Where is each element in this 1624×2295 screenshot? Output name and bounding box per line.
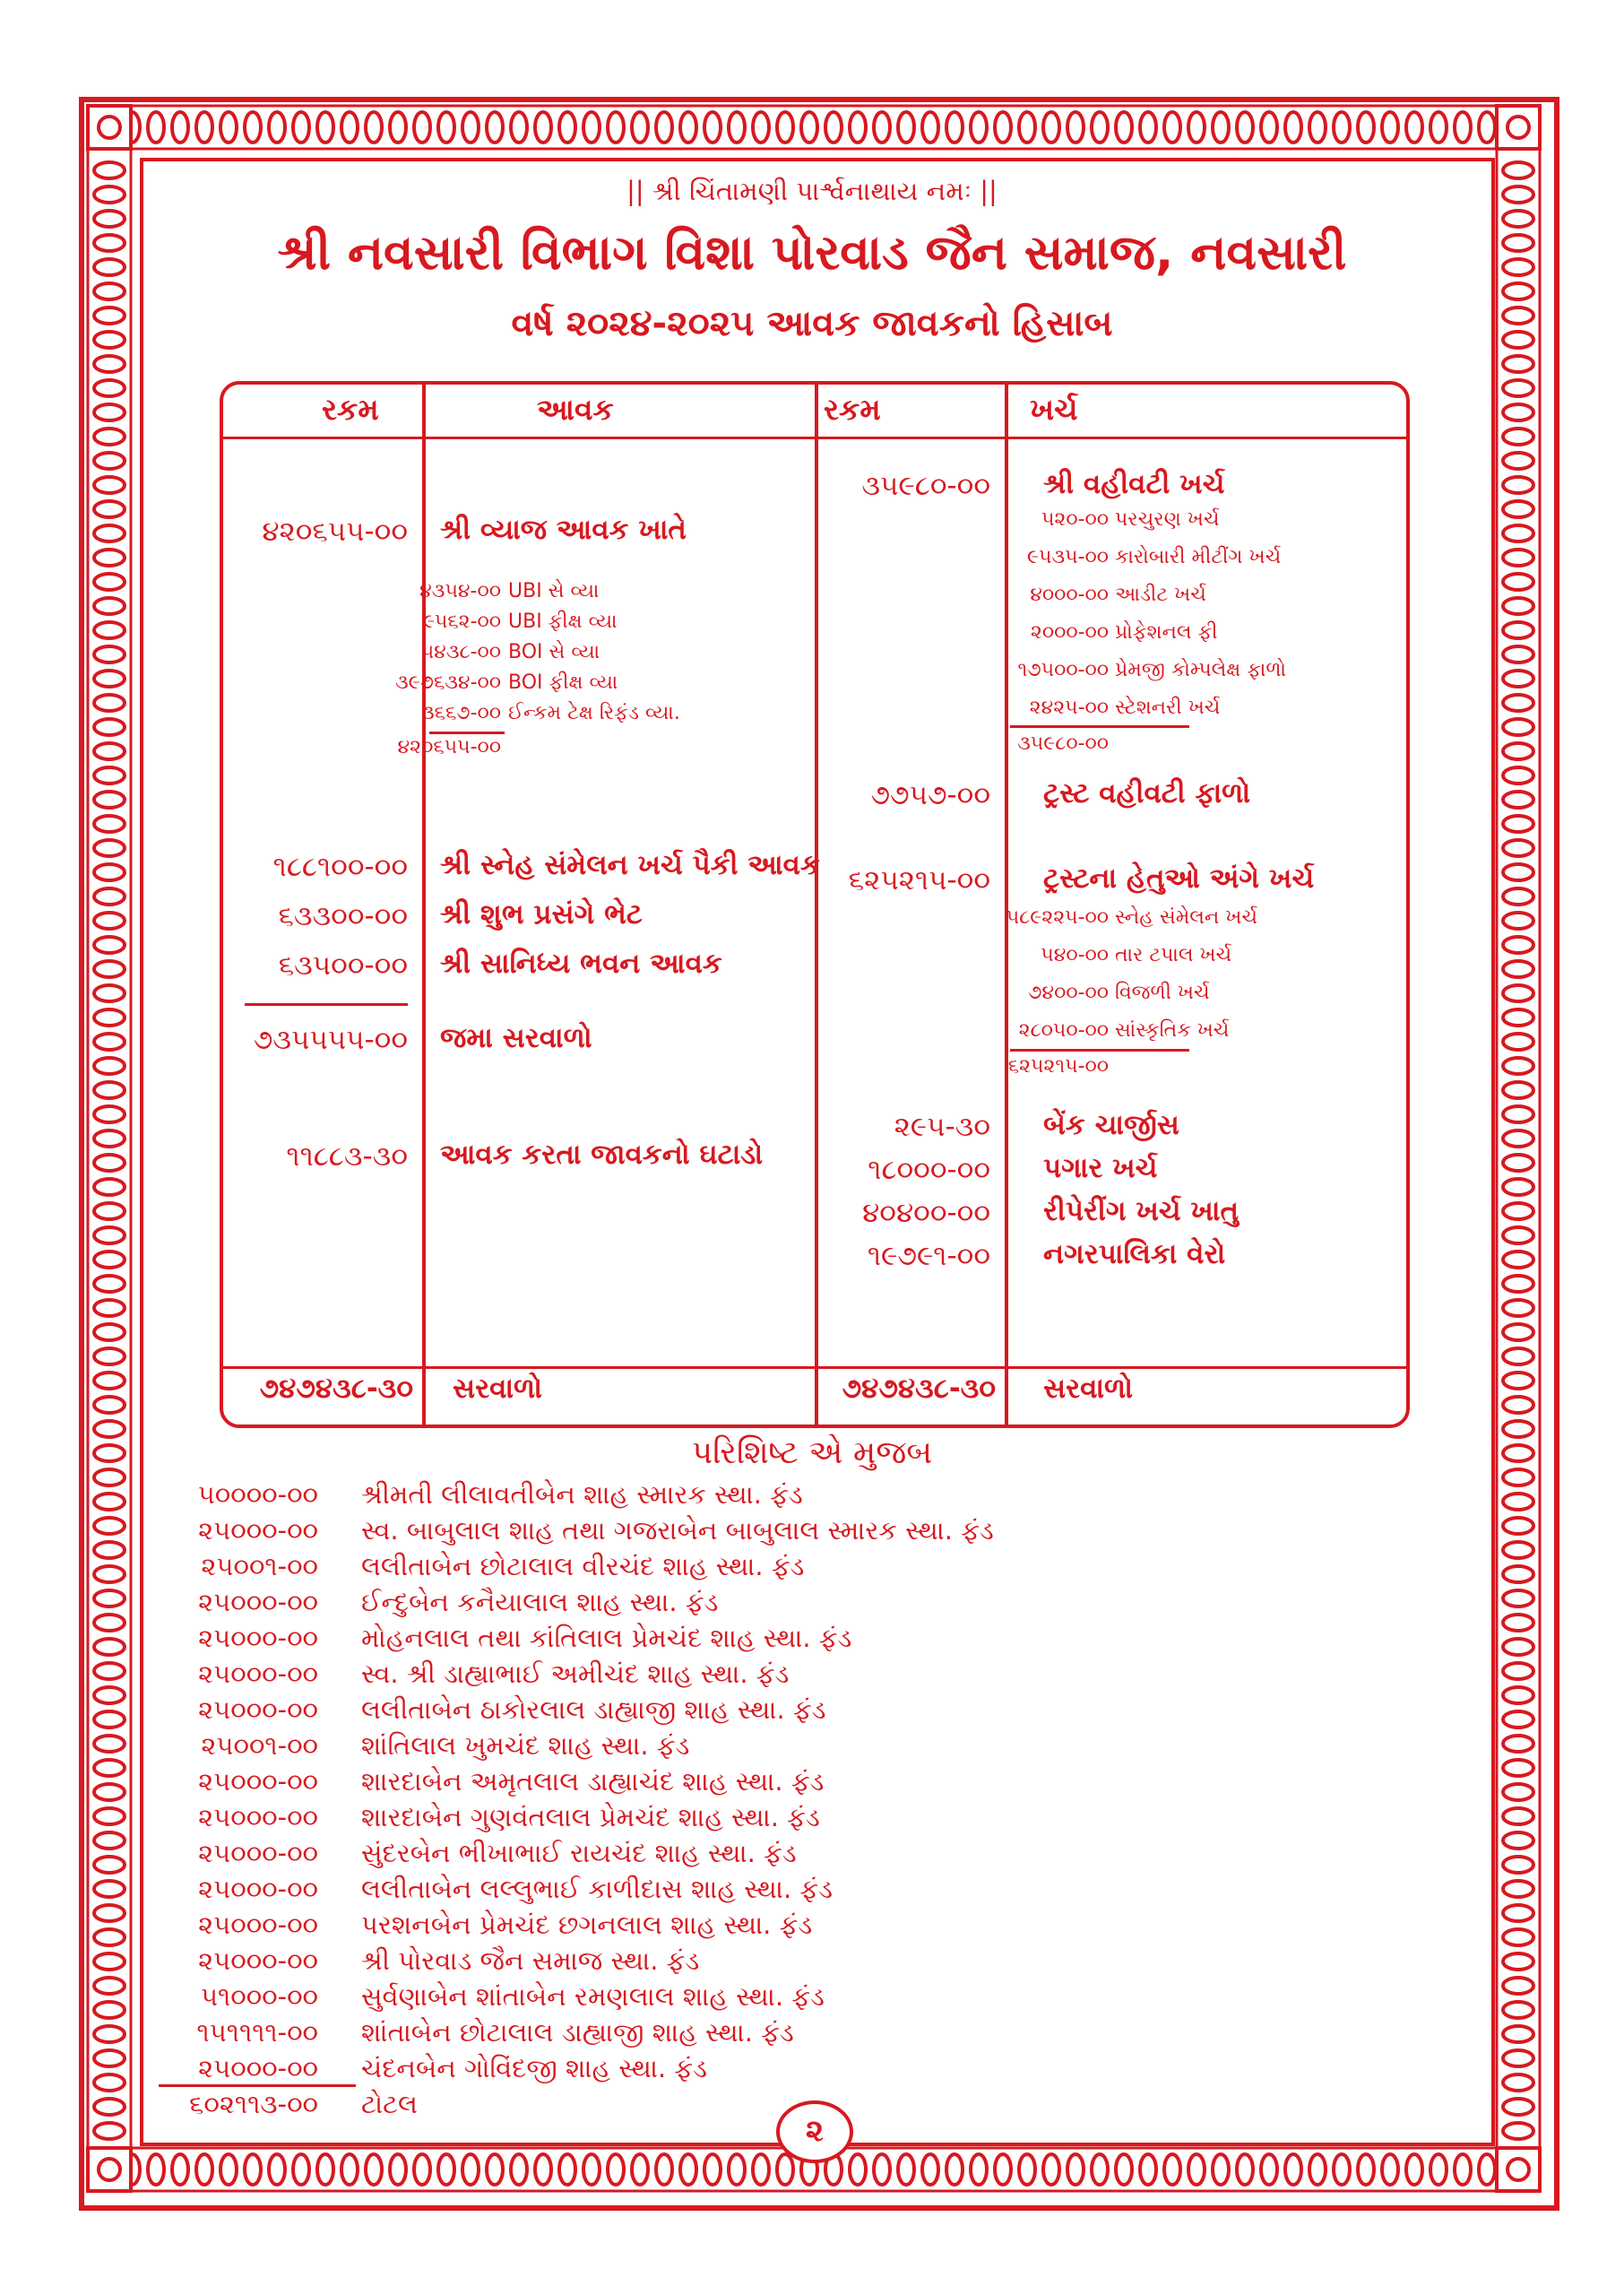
income-interest-item-amount: ૩૯૭૬૩૪-૦૦ (394, 671, 501, 694)
page-subtitle: વર્ષ ૨૦૨૪-૨૦૨૫ આવક જાવકનો હિસાબ (511, 303, 1113, 344)
expense-admin-item-label: કારોબારી મીટીંગ ખર્ચ (1115, 546, 1282, 568)
expense-objectives-item-label: સ્નેહ સંમેલન ખર્ચ (1115, 906, 1257, 929)
income-shubh-amount: ૬૩૩૦૦-૦૦ (278, 900, 408, 932)
fund-amount: ૧૫૧૧૧૧-૦૦ (196, 2017, 318, 2048)
expense-admin-item-label: પ્રેમજી કોમ્પલેક્ષ ફાળો (1115, 659, 1287, 681)
fund-amount: ૨૫૦૦૦-૦૦ (198, 1910, 318, 1940)
fund-row (184, 1551, 1170, 1587)
expense-admin-item-amount: ૯૫૩૫-૦૦ (1026, 546, 1109, 568)
income-sanidhya-label: શ્રી સાનિધ્ય ભવન આવક (440, 948, 722, 980)
fund-name: લલીતાબેન ઠાકોરલાલ ડાહ્યાજી શાહ સ્થા. ફંડ (361, 1694, 826, 1725)
expense-trust-admin-amount: ૭૭૫૭-૦૦ (870, 779, 990, 811)
fund-total-label: ટોટલ (361, 2089, 418, 2119)
fund-row (184, 1910, 1170, 1945)
fund-name: શ્રી પોરવાડ જૈન સમાજ સ્થા. ફંડ (361, 1945, 700, 1976)
expense-admin-item-label: આડીટ ખર્ચ (1115, 584, 1206, 606)
expense-salary-amount: ૧૮૦૦૦-૦૦ (868, 1154, 990, 1186)
expense-admin-item-amount: ૪૦૦૦-૦૦ (1030, 584, 1109, 606)
fund-name: શ્રીમતી લીલાવતીબેન શાહ સ્મારક સ્થા. ફંડ (361, 1479, 803, 1510)
expense-objectives-item-amount: ૨૮૦૫૦-૦૦ (1018, 1019, 1109, 1042)
income-sneh-amount: ૧૮૮૧૦૦-૦૦ (272, 851, 408, 883)
fund-amount: ૨૫૦૦૦-૦૦ (198, 1945, 318, 1976)
column-divider (1005, 385, 1008, 1425)
fund-amount: ૨૫૦૦૦-૦૦ (198, 1874, 318, 1904)
fund-row (184, 1838, 1170, 1874)
total-divider (223, 1366, 1406, 1369)
column-divider (815, 385, 818, 1425)
fund-name: શારદાબેન અમૃતલાલ ડાહ્યાચંદ શાહ સ્થા. ફંડ (361, 1766, 825, 1797)
header-amount-right: રકમ (824, 392, 881, 427)
expense-admin-item-label: પ્રોફેશનલ ફી (1115, 621, 1218, 644)
header-expense: ખર્ચ (1030, 392, 1078, 427)
income-interest-item-label: BOI સે વ્યા (508, 641, 600, 663)
income-interest-item-label: ઈન્કમ ટેક્ષ રિફંડ વ્યા. (508, 702, 680, 724)
expense-objectives-amount: ૬૨૫૨૧૫-૦૦ (848, 864, 990, 896)
expense-objectives-subtotal: ૬૨૫૨૧૫-૦૦ (1007, 1055, 1109, 1078)
fund-name: શાંતિલાલ ખુમચંદ શાહ સ્થા. ફંડ (361, 1730, 690, 1761)
expense-trust-admin-label: ટ્રસ્ટ વહીવટી ફાળો (1043, 777, 1251, 810)
fund-row (184, 1981, 1170, 2017)
income-sneh-label: શ્રી સ્નેહ સંમેલન ખર્ચ પૈકી આવક (440, 849, 820, 881)
ledger-table (220, 381, 1410, 1428)
fund-amount: ૨૫૦૦૦-૦૦ (198, 1802, 318, 1832)
fund-row (184, 1515, 1170, 1551)
fund-name: શારદાબેન ગુણવંતલાલ પ્રેમચંદ શાહ સ્થા. ફંડ (361, 1802, 820, 1832)
expense-total-label: સરવાળો (1043, 1373, 1133, 1405)
expense-admin-subtotal: ૩૫૯૮૦-૦૦ (1017, 732, 1109, 755)
fund-row (184, 1623, 1170, 1658)
expense-objectives-label: ટ્રસ્ટના હેતુઓ અંગે ખર્ચ (1043, 862, 1315, 895)
header-divider (223, 437, 1406, 439)
income-interest-amount: ૪૨૦૬૫૫-૦૦ (262, 515, 408, 548)
income-deficit-label: આવક કરતા જાવકનો ઘટાડો (440, 1139, 764, 1171)
fund-amount: ૨૫૦૦૦-૦૦ (198, 2053, 318, 2083)
expense-admin-item-amount: ૨૦૦૦-૦૦ (1030, 621, 1109, 644)
expense-repair-label: રીપેરીંગ ખર્ચ ખાતુ (1043, 1195, 1240, 1227)
expense-objectives-item-amount: ૫૪૦-૦૦ (1041, 944, 1109, 966)
fund-row (184, 1658, 1170, 1694)
fund-row (184, 1694, 1170, 1730)
expense-salary-label: પગાર ખર્ચ (1043, 1152, 1158, 1184)
fund-amount: ૨૫૦૦૦-૦૦ (198, 1515, 318, 1546)
fund-amount: ૨૫૦૦૧-૦૦ (201, 1730, 318, 1761)
page-title: શ્રી નવસારી વિભાગ વિશા પોરવાડ જૈન સમાજ, નવસારી (277, 224, 1347, 281)
header-amount-left: રકમ (322, 392, 379, 427)
expense-admin-item-amount: ૨૪૨૫-૦૦ (1029, 697, 1109, 719)
fund-name: પરશનબેન પ્રેમચંદ છગનલાલ શાહ સ્થા. ફંડ (361, 1910, 813, 1940)
fund-row (184, 1945, 1170, 1981)
expense-bank-amount: ૨૯૫-૩૦ (894, 1111, 990, 1143)
income-interest-item-label: BOI ફીક્ષ વ્યા (508, 671, 618, 694)
expense-objectives-item-label: સાંસ્કૃતિક ખર્ચ (1115, 1019, 1230, 1042)
fund-amount: ૨૫૦૦૦-૦૦ (198, 1587, 318, 1617)
fund-row (184, 1730, 1170, 1766)
fund-row (184, 2017, 1170, 2053)
income-deficit-amount: ૧૧૮૮૩-૩૦ (286, 1140, 408, 1173)
invocation-line: || શ્રી ચિંતામણી પાર્શ્વનાથાય નમઃ || (626, 176, 998, 206)
expense-admin-item-label: સ્ટેશનરી ખર્ચ (1115, 697, 1221, 719)
column-divider (422, 385, 426, 1425)
fund-row (184, 1479, 1170, 1515)
subtotal-rule (1010, 725, 1189, 728)
fund-amount: ૨૫૦૦૧-૦૦ (201, 1551, 318, 1581)
expense-objectives-item-amount: ૫૮૯૨૨૫-૦૦ (1006, 906, 1109, 929)
fund-name: લલીતાબેન લલ્લુભાઈ કાળીદાસ શાહ સ્થા. ફંડ (361, 1874, 834, 1904)
expense-municipal-amount: ૧૯૭૯૧-૦૦ (867, 1240, 990, 1272)
subtotal-rule (429, 732, 505, 734)
page-number: ૨ (776, 2100, 853, 2163)
fund-name: સ્વ. શ્રી ડાહ્યાભાઈ અમીચંદ શાહ સ્થા. ફંડ (361, 1658, 790, 1689)
fund-amount: ૨૫૦૦૦-૦૦ (198, 1694, 318, 1725)
income-sanidhya-amount: ૬૩૫૦૦-૦૦ (278, 949, 408, 982)
fund-name: ચંદનબેન ગોવિંદજી શાહ સ્થા. ફંડ (361, 2053, 708, 2083)
income-interest-subtotal: ૪૨૦૬૫૫-૦૦ (397, 736, 501, 758)
fund-name: સુંદરબેન ભીખાભાઈ રાયચંદ શાહ સ્થા. ફંડ (361, 1838, 797, 1868)
expense-objectives-item-amount: ૭૪૦૦-૦૦ (1028, 982, 1109, 1004)
income-interest-item-amount: ૫૪૩૮-૦૦ (420, 641, 501, 663)
expense-admin-label: શ્રી વહીવટી ખર્ચ (1043, 468, 1225, 500)
appendix-fund-list (184, 1479, 1170, 2126)
fund-name: સુર્વણાબેન શાંતાબેન રમણલાલ શાહ સ્થા. ફંડ (361, 1981, 825, 2012)
income-interest-label: શ્રી વ્યાજ આવક ખાતે (440, 514, 687, 546)
expense-admin-item-amount: ૧૭૫૦૦-૦૦ (1017, 659, 1109, 681)
fund-amount: ૨૫૦૦૦-૦૦ (198, 1658, 318, 1689)
expense-admin-item-label: પરચુરણ ખર્ચ (1115, 508, 1220, 531)
fund-total-rule (159, 2084, 356, 2087)
income-interest-item-amount: ૪૩૫૪-૦૦ (419, 580, 501, 602)
income-total-label: સરવાળો (453, 1373, 542, 1405)
appendix-title: પરિશિષ્ટ એ મુજબ (691, 1434, 933, 1471)
fund-name: ઈન્દુબેન કનૈયાલાલ શાહ સ્થા. ફંડ (361, 1587, 719, 1617)
income-interest-item-label: UBI ફીક્ષ વ્યા (508, 611, 618, 633)
fund-row (184, 1587, 1170, 1623)
expense-repair-amount: ૪૦૪૦૦-૦૦ (862, 1197, 990, 1229)
fund-row (184, 1874, 1170, 1910)
fund-name: મોહનલાલ તથા કાંતિલાલ પ્રેમચંદ શાહ સ્થા. ફંડ (361, 1623, 852, 1653)
fund-total-row (184, 2089, 1170, 2126)
fund-name: સ્વ. બાબુલાલ શાહ તથા ગજરાબેન બાબુલાલ સ્મારક સ્થા. ફંડ (361, 1515, 994, 1546)
fund-amount: ૨૫૦૦૦-૦૦ (198, 1766, 318, 1797)
income-interest-item-label: UBI સે વ્યા (508, 580, 600, 602)
expense-total-amount: ૭૪૭૪૩૮-૩૦ (842, 1373, 996, 1405)
income-interest-item-amount: ૩૬૬૭-૦૦ (420, 702, 501, 724)
income-shubh-label: શ્રી શુભ પ્રસંગે ભેટ (440, 898, 643, 931)
expense-municipal-label: નગરપાલિકા વેરો (1043, 1238, 1226, 1270)
expense-admin-amount: ૩૫૯૮૦-૦૦ (861, 470, 990, 502)
fund-name: લલીતાબેન છોટાલાલ વીરચંદ શાહ સ્થા. ફંડ (361, 1551, 805, 1581)
income-credit-total-label: જમા સરવાળો (440, 1022, 592, 1054)
fund-amount: ૫૧૦૦૦-૦૦ (200, 1981, 318, 2012)
fund-amount: ૨૫૦૦૦-૦૦ (198, 1838, 318, 1868)
fund-name: શાંતાબેન છોટાલાલ ડાહ્યાજી શાહ સ્થા. ફંડ (361, 2017, 794, 2048)
income-interest-item-amount: ૯૫૬૨-૦૦ (422, 611, 501, 633)
fund-amount: ૨૫૦૦૦-૦૦ (198, 1623, 318, 1653)
income-total-amount: ૭૪૭૪૩૮-૩૦ (259, 1373, 413, 1405)
fund-row (184, 1802, 1170, 1838)
subtotal-rule (1010, 1049, 1189, 1052)
fund-total-amount: ૬૦૨૧૧૩-૦૦ (189, 2089, 318, 2119)
credit-total-rule (245, 1003, 408, 1006)
fund-amount: ૫૦૦૦૦-૦૦ (197, 1479, 318, 1510)
income-credit-total-amount: ૭૩૫૫૫૫-૦૦ (253, 1024, 408, 1056)
expense-admin-item-amount: ૫૨૦-૦૦ (1041, 508, 1109, 531)
expense-bank-label: બેંક ચાર્જીસ (1043, 1109, 1179, 1141)
header-income: આવક (537, 392, 614, 427)
expense-objectives-item-label: વિજળી ખર્ચ (1115, 982, 1210, 1004)
fund-row (184, 1766, 1170, 1802)
expense-objectives-item-label: તાર ટપાલ ખર્ચ (1115, 944, 1232, 966)
fund-row (184, 2053, 1170, 2089)
